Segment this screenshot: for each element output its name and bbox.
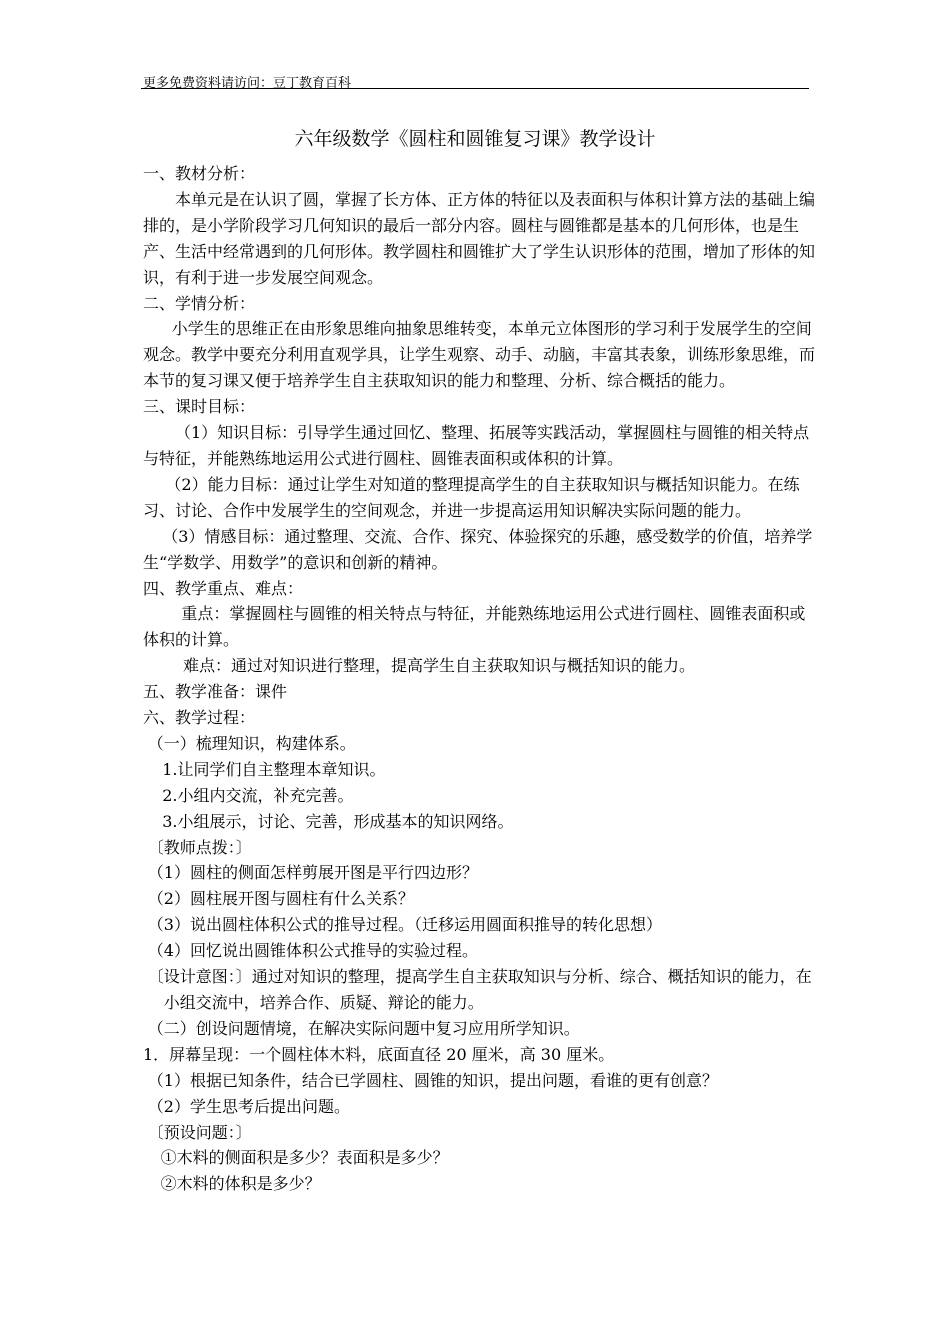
goal-emotion: （3）情感目标：通过整理、交流、合作、探究、体验探究的乐趣，感受数学的价值，培养学生“学数学、用数学”的意识和创新的精神。 <box>143 526 813 572</box>
page-header-text: 更多免费资料请访问：豆丁教育百科 <box>143 76 352 91</box>
tip-question: （3）说出圆柱体积公式的推导过程。（迁移运用圆面积推导的转化思想） <box>147 915 662 935</box>
tip-question: （1）圆柱的侧面怎样剪展开图是平行四边形？ <box>147 863 478 883</box>
goal-knowledge: （1）知识目标：引导学生通过回忆、整理、拓展等实践活动，掌握圆柱与圆锥的相关特点与特征，并能熟练地运用公式进行圆柱、圆锥表面积或体积的计算。 <box>143 423 810 468</box>
paragraph: 本单元是在认识了圆，掌握了长方体、正方体的特征以及表面积与体积计算方法的基础上编排的，是小学阶段学习几何知识的最后一部分内容。圆柱与圆锥都是基本的几何形体，也是生产、生活中经常遇到的几何形体。教学圆柱和圆锥扩大了学生认识形体的范围，增加了形体的知识，有利于进一步发展空间观念。 <box>143 189 816 287</box>
process-step: 2.小组内交流，补充完善。 <box>162 785 354 805</box>
section-heading: 五、教学准备：课件 <box>143 682 288 702</box>
section-heading: 四、教学重点、难点： <box>143 578 304 598</box>
section-heading: 六、教学过程： <box>143 708 256 728</box>
goal-ability: （2）能力目标：通过让学生对知道的整理提高学生的自主获取知识与概括知识能力。在练习、讨论、合作中发展学生的空间观念，并进一步提高运用知识解决实际问题的能力。 <box>143 474 800 520</box>
task-item: （1）根据已知条件，结合已学圆柱、圆锥的知识，提出问题，看谁的更有创意？ <box>147 1070 718 1090</box>
preset-question: ②木料的体积是多少？ <box>160 1174 321 1194</box>
process-step: 3.小组展示，讨论、完善，形成基本的知识网络。 <box>162 811 514 831</box>
section-heading: 三、课时目标： <box>143 397 256 417</box>
preset-question: ①木料的侧面积是多少？表面积是多少？ <box>160 1148 449 1168</box>
section-heading: 一、教材分析： <box>143 164 256 183</box>
process-part-1: （一）梳理知识，构建体系。 <box>147 733 356 753</box>
section-heading: 二、学情分析： <box>143 293 256 313</box>
process-step: 1.让同学们自主整理本章知识。 <box>162 759 386 779</box>
teacher-tip-label: 〔教师点拨：〕 <box>147 837 252 857</box>
tip-question: （2）圆柱展开图与圆柱有什么关系？ <box>147 889 414 909</box>
document-body <box>143 161 815 1197</box>
key-point: 重点：掌握圆柱与圆锥的相关特点与特征，并能熟练地运用公式进行圆柱、圆锥表面积或体积的计算。 <box>143 604 806 650</box>
document-title: 六年级数学《圆柱和圆锥复习课》教学设计 <box>294 128 656 150</box>
tip-question: （4）回忆说出圆锥体积公式推导的实验过程。 <box>147 941 478 961</box>
screen-problem: 1．屏幕呈现：一个圆柱体木料，底面直径 20 厘米，高 30 厘米。 <box>143 1044 615 1064</box>
task-item: （2）学生思考后提出问题。 <box>147 1096 350 1116</box>
process-part-2: （二）创设问题情境，在解决实际问题中复习应用所学知识。 <box>147 1018 580 1038</box>
header-rule <box>141 88 809 89</box>
design-intent: 〔设计意图：〕通过对知识的整理，提高学生自主获取知识与分析、综合、概括知识的能力，在小组交流中，培养合作、质疑、辩论的能力。 <box>147 967 812 1012</box>
paragraph: 小学生的思维正在由形象思维向抽象思维转变，本单元立体图形的学习利于发展学生的空间观念。教学中要充分利用直观学具，让学生观察、动手、动脑，丰富其表象，训练形象思维，而本节的复习课又便于培养学生自主获取知识的能力和整理、分析、综合概括的能力。 <box>143 319 816 391</box>
difficult-point: 难点：通过对知识进行整理，提高学生自主获取知识与概括知识的能力。 <box>183 656 696 676</box>
preset-label: 〔预设问题：〕 <box>147 1122 252 1142</box>
